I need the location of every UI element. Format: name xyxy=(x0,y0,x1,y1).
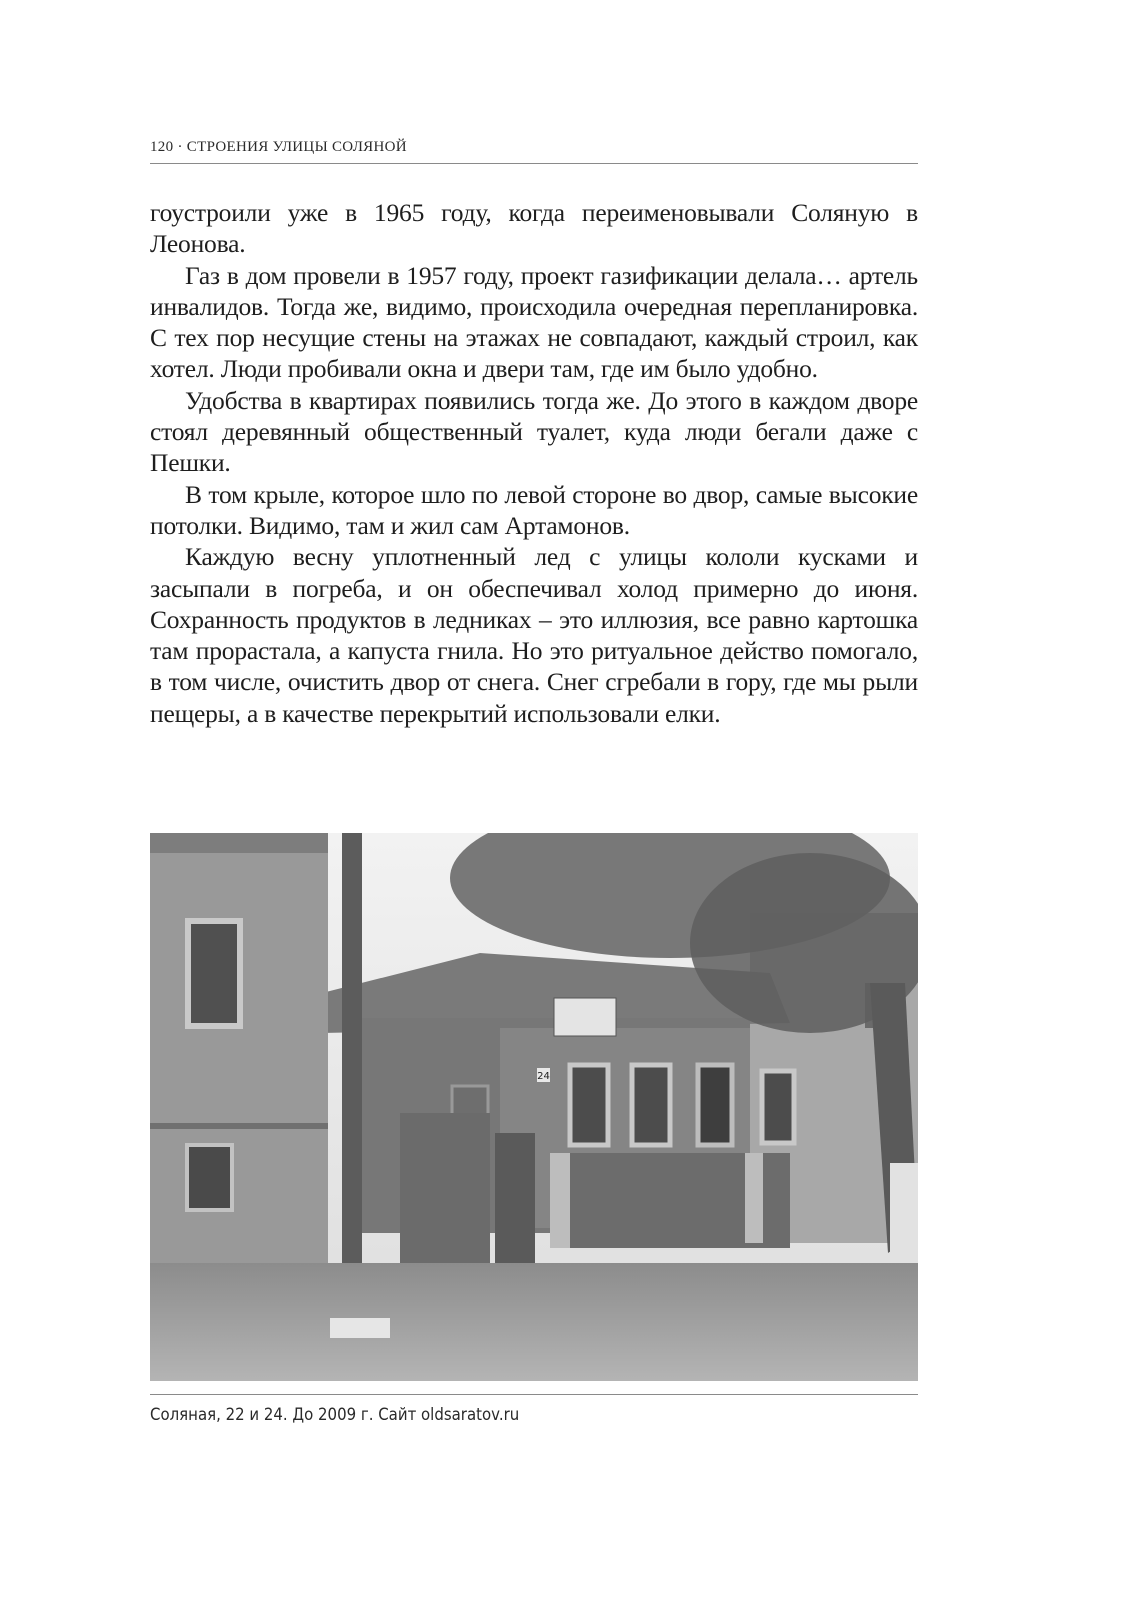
header-divider xyxy=(150,163,918,164)
street-photo xyxy=(150,833,918,1381)
paragraph: гоустроили уже в 1965 году, когда переименовывали Соляную в Леонова. xyxy=(150,198,918,259)
paragraph: Каждую весну уплотненный лед с улицы кололи кусками и засыпали в погреба, и он обеспечивал холод примерно до июня. Сохранность продуктов в ледниках – это иллюзия, все равно картошка там прорастала, а капуста гнила. Но это ритуальное действо помогало, в том числе, очистить двор от снега. Снег сгребали в гору, где мы рыли пещеры, а в качестве перекрытий использовали елки. xyxy=(150,542,918,728)
paragraph: Удобства в квартирах появились тогда же. До этого в каждом дворе стоял деревянный общественный туалет, куда люди бегали даже с Пешки. xyxy=(150,385,918,478)
paragraph: Газ в дом провели в 1957 году, проект газификации делала… артель инвалидов. Тогда же, видимо, происходила очередная перепланировка. С тех пор несущие стены на этажах не совпадают, каждый строил, как хотел. Люди пробивали окна и двери там, где им было удобно. xyxy=(150,260,918,384)
house-number: 24 xyxy=(537,1071,550,1082)
paragraph: В том крыле, которое шло по левой стороне во двор, самые высокие потолки. Видимо, там и жил сам Артамонов. xyxy=(150,479,918,540)
caption-divider xyxy=(150,1394,918,1395)
photo-caption: Соляная, 22 и 24. До 2009 г. Сайт oldsaratov.ru xyxy=(150,1405,520,1425)
body-text xyxy=(150,197,918,729)
running-head: 120 · СТРОЕНИЯ УЛИЦЫ СОЛЯНОЙ xyxy=(150,139,407,155)
